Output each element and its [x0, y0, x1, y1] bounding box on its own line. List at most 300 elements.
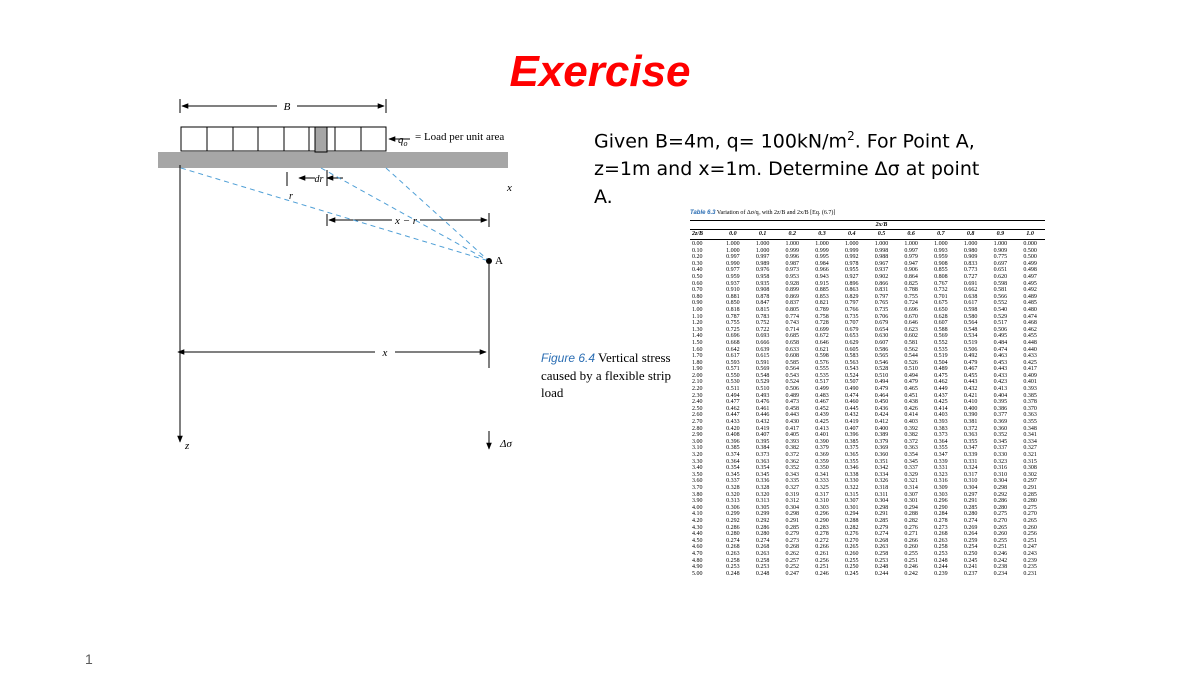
table-cell: 0.997 [904, 247, 918, 254]
table-cell: 0.321 [904, 478, 918, 485]
table-cell: 0.436 [874, 405, 889, 412]
table-cell: 0.896 [844, 280, 859, 287]
row-label: 0.30 [692, 260, 703, 267]
table-cell: 0.400 [874, 425, 889, 432]
variation-table [690, 209, 1045, 577]
table-cell: 0.850 [726, 300, 740, 307]
table-cell: 0.360 [993, 425, 1008, 432]
table-cell: 0.774 [785, 313, 800, 320]
table-cell: 0.468 [1023, 320, 1037, 327]
table-cell: 0.651 [993, 267, 1008, 274]
table-cell: 0.438 [904, 399, 918, 406]
table-cell: 0.389 [874, 432, 889, 439]
table-row [690, 406, 1045, 413]
table-cell: 0.787 [726, 313, 740, 320]
table-cell: 0.369 [815, 452, 829, 458]
table-cell: 0.766 [844, 306, 859, 313]
table-cell: 0.381 [963, 419, 978, 426]
table-cell: 0.261 [815, 550, 829, 557]
table-cell: 0.548 [755, 372, 770, 379]
table-cell: 0.564 [963, 320, 978, 327]
table-cell: 0.788 [904, 287, 918, 294]
table-cell: 0.693 [755, 333, 770, 340]
table-cell: 0.500 [1023, 254, 1037, 261]
table-cell: 0.662 [963, 287, 978, 294]
table-cell: 0.534 [963, 333, 978, 340]
table-cell: 0.701 [934, 293, 948, 300]
table-cell: 0.305 [755, 504, 770, 511]
table-cell: 0.386 [993, 405, 1008, 412]
table-cell: 0.282 [844, 524, 859, 531]
table-row [690, 518, 1045, 525]
table-cell: 0.727 [963, 273, 978, 280]
table-cell: 0.493 [755, 392, 770, 399]
table-cell: 0.947 [904, 260, 918, 267]
table-row [690, 472, 1045, 479]
table-caption-text: Variation of Δσ/qₒ with 2z/B and 2x/B [Eq. (6.7)] [715, 210, 836, 216]
table-cell: 0.658 [785, 339, 800, 346]
table-cell: 0.808 [934, 273, 948, 280]
table-cell: 0.317 [963, 471, 978, 478]
row-label: 4.30 [692, 524, 703, 531]
table-cell: 0.765 [874, 300, 889, 307]
r-label: r [289, 191, 293, 202]
table-cell: 0.283 [815, 524, 829, 531]
problem-line-1: Given B=4m, $q= 100kN/m^2$. For Point A, [594, 129, 975, 153]
table-cell: 0.401 [815, 432, 829, 439]
table-cell: 0.550 [726, 372, 740, 379]
strip-load-boxes [181, 127, 386, 151]
table-cell: 0.316 [934, 478, 948, 485]
table-cell: 0.414 [934, 405, 948, 412]
table-cell: 1.000 [726, 241, 740, 247]
table-cell: 0.489 [934, 366, 948, 373]
table-cell: 0.385 [1023, 392, 1037, 399]
table-cell: 0.292 [993, 491, 1008, 498]
table-row [690, 366, 1045, 373]
table-cell: 0.325 [815, 484, 829, 491]
table-cell: 0.992 [844, 254, 859, 261]
table-cell: 0.585 [785, 359, 800, 366]
table-cell: 0.977 [726, 267, 740, 274]
table-cell: 0.393 [785, 438, 800, 445]
table-cell: 0.976 [755, 267, 770, 274]
table-cell: 0.425 [934, 399, 948, 406]
problem-line-3: A. [594, 186, 613, 209]
table-cell: 0.241 [963, 564, 978, 571]
table-cell: 0.805 [785, 306, 800, 313]
column-header: 0.5 [867, 230, 897, 240]
table-cell: 0.998 [874, 247, 889, 254]
table-cell: 0.583 [844, 353, 859, 360]
load-label: = Load per unit area [415, 131, 505, 143]
table-cell: 0.988 [874, 254, 889, 261]
table-cell: 0.706 [874, 313, 889, 320]
table-cell: 0.767 [934, 280, 948, 287]
table-cell: 0.937 [874, 267, 889, 274]
column-header: 0.3 [807, 230, 837, 240]
table-row [690, 360, 1045, 367]
table-cell: 1.000 [726, 247, 740, 254]
table-cell: 0.373 [755, 452, 770, 458]
table-cell: 0.278 [815, 531, 829, 538]
table-cell: 0.633 [785, 346, 800, 353]
table-cell: 0.510 [755, 386, 770, 393]
table-cell: 0.519 [934, 353, 948, 360]
table-cell: 0.479 [904, 379, 918, 386]
table-cell: 0.237 [963, 570, 978, 577]
table-cell: 0.494 [904, 372, 918, 379]
table-cell: 0.231 [1023, 570, 1037, 577]
table-cell: 0.310 [993, 471, 1008, 478]
table-cell: 0.280 [963, 511, 978, 518]
table-cell: 0.410 [963, 399, 978, 406]
table-cell: 0.714 [785, 326, 800, 333]
row-label: 0.90 [692, 300, 703, 307]
table-cell: 0.474 [844, 392, 859, 399]
table-cell: 0.672 [815, 333, 829, 340]
table-row [690, 379, 1045, 386]
table-cell: 0.306 [726, 504, 740, 511]
table-cell: 0.382 [785, 445, 800, 452]
table-cell: 0.329 [904, 471, 918, 478]
table-cell: 0.292 [726, 517, 740, 524]
row-label: 0.20 [692, 254, 703, 261]
table-cell: 0.000 [1023, 241, 1037, 247]
table-cell: 0.263 [874, 544, 889, 551]
row-label: 4.60 [692, 544, 703, 551]
table-cell: 0.408 [726, 432, 740, 439]
table-cell: 0.524 [785, 379, 800, 386]
table-cell: 0.354 [726, 465, 740, 472]
table-cell: 0.280 [755, 531, 770, 538]
table-cell: 0.829 [844, 293, 859, 300]
table-cell: 0.455 [1023, 333, 1037, 340]
table-cell: 0.607 [934, 320, 948, 327]
table-cell: 0.529 [755, 379, 770, 386]
table-row [690, 314, 1045, 321]
table-row [690, 478, 1045, 485]
table-cell: 0.383 [934, 425, 948, 432]
table-cell: 0.593 [726, 359, 740, 366]
table-cell: 0.543 [844, 366, 859, 373]
table-cell: 0.322 [844, 484, 859, 491]
table-cell: 0.725 [726, 326, 740, 333]
row-label: 3.80 [692, 491, 703, 498]
table-row [690, 320, 1045, 327]
table-cell: 1.000 [844, 241, 859, 247]
table-cell: 0.479 [874, 386, 889, 393]
table-cell: 0.997 [726, 254, 740, 261]
x-axis-label: x [507, 182, 512, 194]
table-cell: 0.375 [844, 445, 859, 452]
table-cell: 0.392 [904, 425, 918, 432]
table-cell: 0.313 [726, 498, 740, 505]
table-cell: 0.385 [844, 438, 859, 445]
table-cell: 0.620 [993, 273, 1008, 280]
table-cell: 0.286 [993, 498, 1008, 505]
figure-caption-label: Figure 6.4 [541, 351, 596, 365]
table-cell: 0.348 [1023, 425, 1037, 432]
table-cell: 0.413 [993, 386, 1008, 393]
table-cell: 1.000 [904, 241, 918, 247]
row-label: 3.60 [692, 478, 703, 485]
table-cell: 0.299 [755, 511, 770, 518]
table-cell: 0.679 [874, 320, 889, 327]
table-cell: 0.379 [874, 438, 889, 445]
table-cell: 0.265 [993, 524, 1008, 531]
table-cell: 0.984 [815, 260, 829, 267]
table-cell: 0.993 [934, 247, 948, 254]
table-cell: 0.286 [726, 524, 740, 531]
table-cell: 0.260 [844, 550, 859, 557]
table-cell: 0.462 [726, 405, 740, 412]
table-cell: 0.274 [755, 537, 770, 544]
table-cell: 0.299 [726, 511, 740, 518]
table-cell: 0.467 [815, 399, 829, 406]
table-cell: 0.315 [844, 491, 859, 498]
table-cell: 0.462 [1023, 326, 1037, 333]
table-cell: 0.629 [844, 339, 859, 346]
table-cell: 0.341 [815, 471, 829, 478]
table-cell: 0.420 [726, 425, 740, 432]
table-cell: 0.448 [1023, 339, 1037, 346]
table-cell: 0.259 [963, 537, 978, 544]
table-cell: 0.821 [815, 300, 829, 307]
table-cell: 0.275 [993, 511, 1008, 518]
table-cell: 0.363 [755, 458, 770, 465]
table-cell: 0.489 [1023, 293, 1037, 300]
table-cell: 0.372 [963, 425, 978, 432]
row-label: 0.50 [692, 273, 703, 280]
table-cell: 0.735 [874, 306, 889, 313]
table-cell: 0.462 [934, 379, 948, 386]
table-row [690, 287, 1045, 294]
table-row [690, 248, 1045, 255]
table-cell: 0.354 [755, 465, 770, 472]
figure-caption-text: Vertical stress caused by a flexible strip load [541, 350, 671, 400]
table-cell: 0.393 [1023, 386, 1037, 393]
table-cell: 0.504 [934, 359, 948, 366]
table-cell: 0.586 [874, 346, 889, 353]
table-cell: 0.310 [963, 478, 978, 485]
table-cell: 0.999 [815, 247, 829, 254]
table-cell: 0.927 [844, 273, 859, 280]
table-cell: 0.346 [844, 465, 859, 472]
table-cell: 0.296 [934, 498, 948, 505]
table-cell: 0.301 [844, 504, 859, 511]
table-cell: 0.494 [726, 392, 740, 399]
table-cell: 0.421 [963, 392, 978, 399]
table-row [690, 419, 1045, 426]
table-cell: 0.400 [963, 405, 978, 412]
table-cell: 0.443 [963, 379, 978, 386]
table-cell: 0.910 [726, 287, 740, 294]
table-cell: 0.430 [785, 419, 800, 426]
table-cell: 0.345 [755, 471, 770, 478]
table-row [690, 386, 1045, 393]
table-cell: 0.445 [844, 405, 859, 412]
table-cell: 0.928 [785, 280, 800, 287]
table-cell: 0.535 [815, 372, 829, 379]
table-cell: 0.258 [755, 557, 770, 564]
table-cell: 0.935 [755, 280, 770, 287]
table-cell: 0.479 [963, 359, 978, 366]
table-cell: 0.244 [934, 564, 948, 571]
table-cell: 0.382 [904, 432, 918, 439]
table-cell: 0.355 [844, 458, 859, 465]
table-cell: 0.565 [874, 353, 889, 360]
row-label: 3.30 [692, 458, 703, 465]
table-cell: 1.000 [785, 241, 800, 247]
row-label: 0.00 [692, 241, 703, 247]
table-cell: 0.474 [1023, 313, 1037, 320]
table-cell: 0.319 [785, 491, 800, 498]
row-label: 1.40 [692, 333, 703, 340]
x-label: x [382, 347, 388, 359]
table-cell: 0.280 [993, 504, 1008, 511]
table-cell: 0.495 [1023, 280, 1037, 287]
table-cell: 0.999 [785, 247, 800, 254]
table-cell: 0.638 [963, 293, 978, 300]
table-cell: 0.863 [844, 287, 859, 294]
table-cell: 0.401 [1023, 379, 1037, 386]
table-cell: 0.833 [963, 260, 978, 267]
table-cell: 0.598 [815, 353, 829, 360]
table-cell: 0.282 [904, 517, 918, 524]
table-cell: 0.425 [1023, 359, 1037, 366]
table-cell: 0.902 [874, 273, 889, 280]
table-cell: 0.460 [844, 399, 859, 406]
table-cell: 0.345 [726, 471, 740, 478]
table-cell: 0.345 [904, 458, 918, 465]
table-cell: 0.395 [755, 438, 770, 445]
table-cell: 0.755 [904, 293, 918, 300]
ground-strip [158, 152, 508, 168]
table-cell: 0.304 [963, 484, 978, 491]
table-cell: 0.260 [993, 531, 1008, 538]
table-row [690, 393, 1045, 400]
table-cell: 0.343 [785, 471, 800, 478]
table-cell: 0.286 [755, 524, 770, 531]
table-cell: 0.268 [934, 531, 948, 538]
table-cell: 0.268 [755, 544, 770, 551]
table-cell: 0.908 [934, 260, 948, 267]
table-cell: 0.395 [993, 399, 1008, 406]
table-cell: 0.506 [963, 346, 978, 353]
table-cell: 0.307 [844, 498, 859, 505]
table-cell: 0.352 [993, 432, 1008, 439]
table-cell: 0.246 [815, 570, 829, 577]
table-cell: 0.336 [755, 478, 770, 485]
table-cell: 0.598 [963, 306, 978, 313]
table-cell: 0.313 [755, 498, 770, 505]
row-label: 2.00 [692, 372, 703, 379]
table-cell: 0.999 [844, 247, 859, 254]
row-label: 1.90 [692, 366, 703, 373]
table-cell: 0.409 [1023, 372, 1037, 379]
table-cell: 0.722 [755, 326, 770, 333]
table-cell: 0.474 [993, 346, 1008, 353]
table-row [690, 459, 1045, 466]
table-cell: 0.906 [904, 267, 918, 274]
table-cell: 0.979 [904, 254, 918, 261]
table-cell: 0.328 [755, 484, 770, 491]
table-cell: 0.270 [844, 537, 859, 544]
table-cell: 0.285 [785, 524, 800, 531]
table-cell: 0.334 [874, 471, 889, 478]
row-header: 2z/B [690, 230, 718, 240]
table-cell: 0.653 [844, 333, 859, 340]
table-cell: 0.251 [815, 564, 829, 571]
table-cell: 0.412 [874, 419, 889, 426]
problem-line-2: z=1m and x=1m. Determine Δσ at point [594, 158, 980, 181]
table-cell: 0.646 [815, 339, 829, 346]
table-cell: 0.675 [934, 300, 948, 307]
table-cell: 0.591 [755, 359, 770, 366]
table-cell: 0.248 [726, 570, 740, 577]
table-cell: 0.370 [1023, 405, 1037, 412]
table-cell: 0.602 [904, 333, 918, 340]
table-caption [690, 209, 1045, 217]
table-cell: 0.390 [815, 438, 829, 445]
table-cell: 0.650 [934, 306, 948, 313]
table-cell: 0.576 [815, 359, 829, 366]
table-cell: 0.396 [726, 438, 740, 445]
table-cell: 0.530 [726, 379, 740, 386]
table-cell: 0.245 [844, 570, 859, 577]
table-cell: 0.339 [963, 452, 978, 458]
table-cell: 0.973 [785, 267, 800, 274]
table-cell: 0.405 [785, 432, 800, 439]
table-cell: 0.581 [993, 287, 1008, 294]
table-row [690, 327, 1045, 334]
table-cell: 0.243 [1023, 550, 1037, 557]
table-cell: 0.615 [755, 353, 770, 360]
table-row [690, 373, 1045, 380]
table-cell: 0.955 [844, 267, 859, 274]
table-cell: 0.326 [874, 478, 889, 485]
table-cell: 0.562 [904, 346, 918, 353]
table-cell: 0.855 [934, 267, 948, 274]
table-cell: 0.707 [844, 320, 859, 327]
table-cell: 0.330 [993, 452, 1008, 458]
table-cell: 0.510 [874, 372, 889, 379]
table-cell: 0.450 [874, 399, 889, 406]
table-row [690, 511, 1045, 518]
table-row [690, 544, 1045, 551]
table-cell: 0.258 [874, 550, 889, 557]
table-cell: 0.426 [904, 405, 918, 412]
table-cell: 1.000 [815, 241, 829, 247]
table-cell: 0.263 [934, 537, 948, 544]
table-cell: 0.447 [726, 412, 740, 419]
table-cell: 0.943 [815, 273, 829, 280]
table-cell: 0.423 [993, 379, 1008, 386]
table-row [690, 399, 1045, 406]
table-cell: 0.320 [755, 491, 770, 498]
row-label: 4.20 [692, 517, 703, 524]
table-cell: 0.464 [874, 392, 889, 399]
table-row [690, 333, 1045, 340]
table-cell: 0.476 [755, 399, 770, 406]
table-cell: 0.510 [904, 366, 918, 373]
table-cell: 0.475 [934, 372, 948, 379]
table-row [690, 538, 1045, 545]
table-cell: 0.304 [785, 504, 800, 511]
table-cell: 0.247 [1023, 544, 1037, 551]
table-cell: 0.310 [815, 498, 829, 505]
